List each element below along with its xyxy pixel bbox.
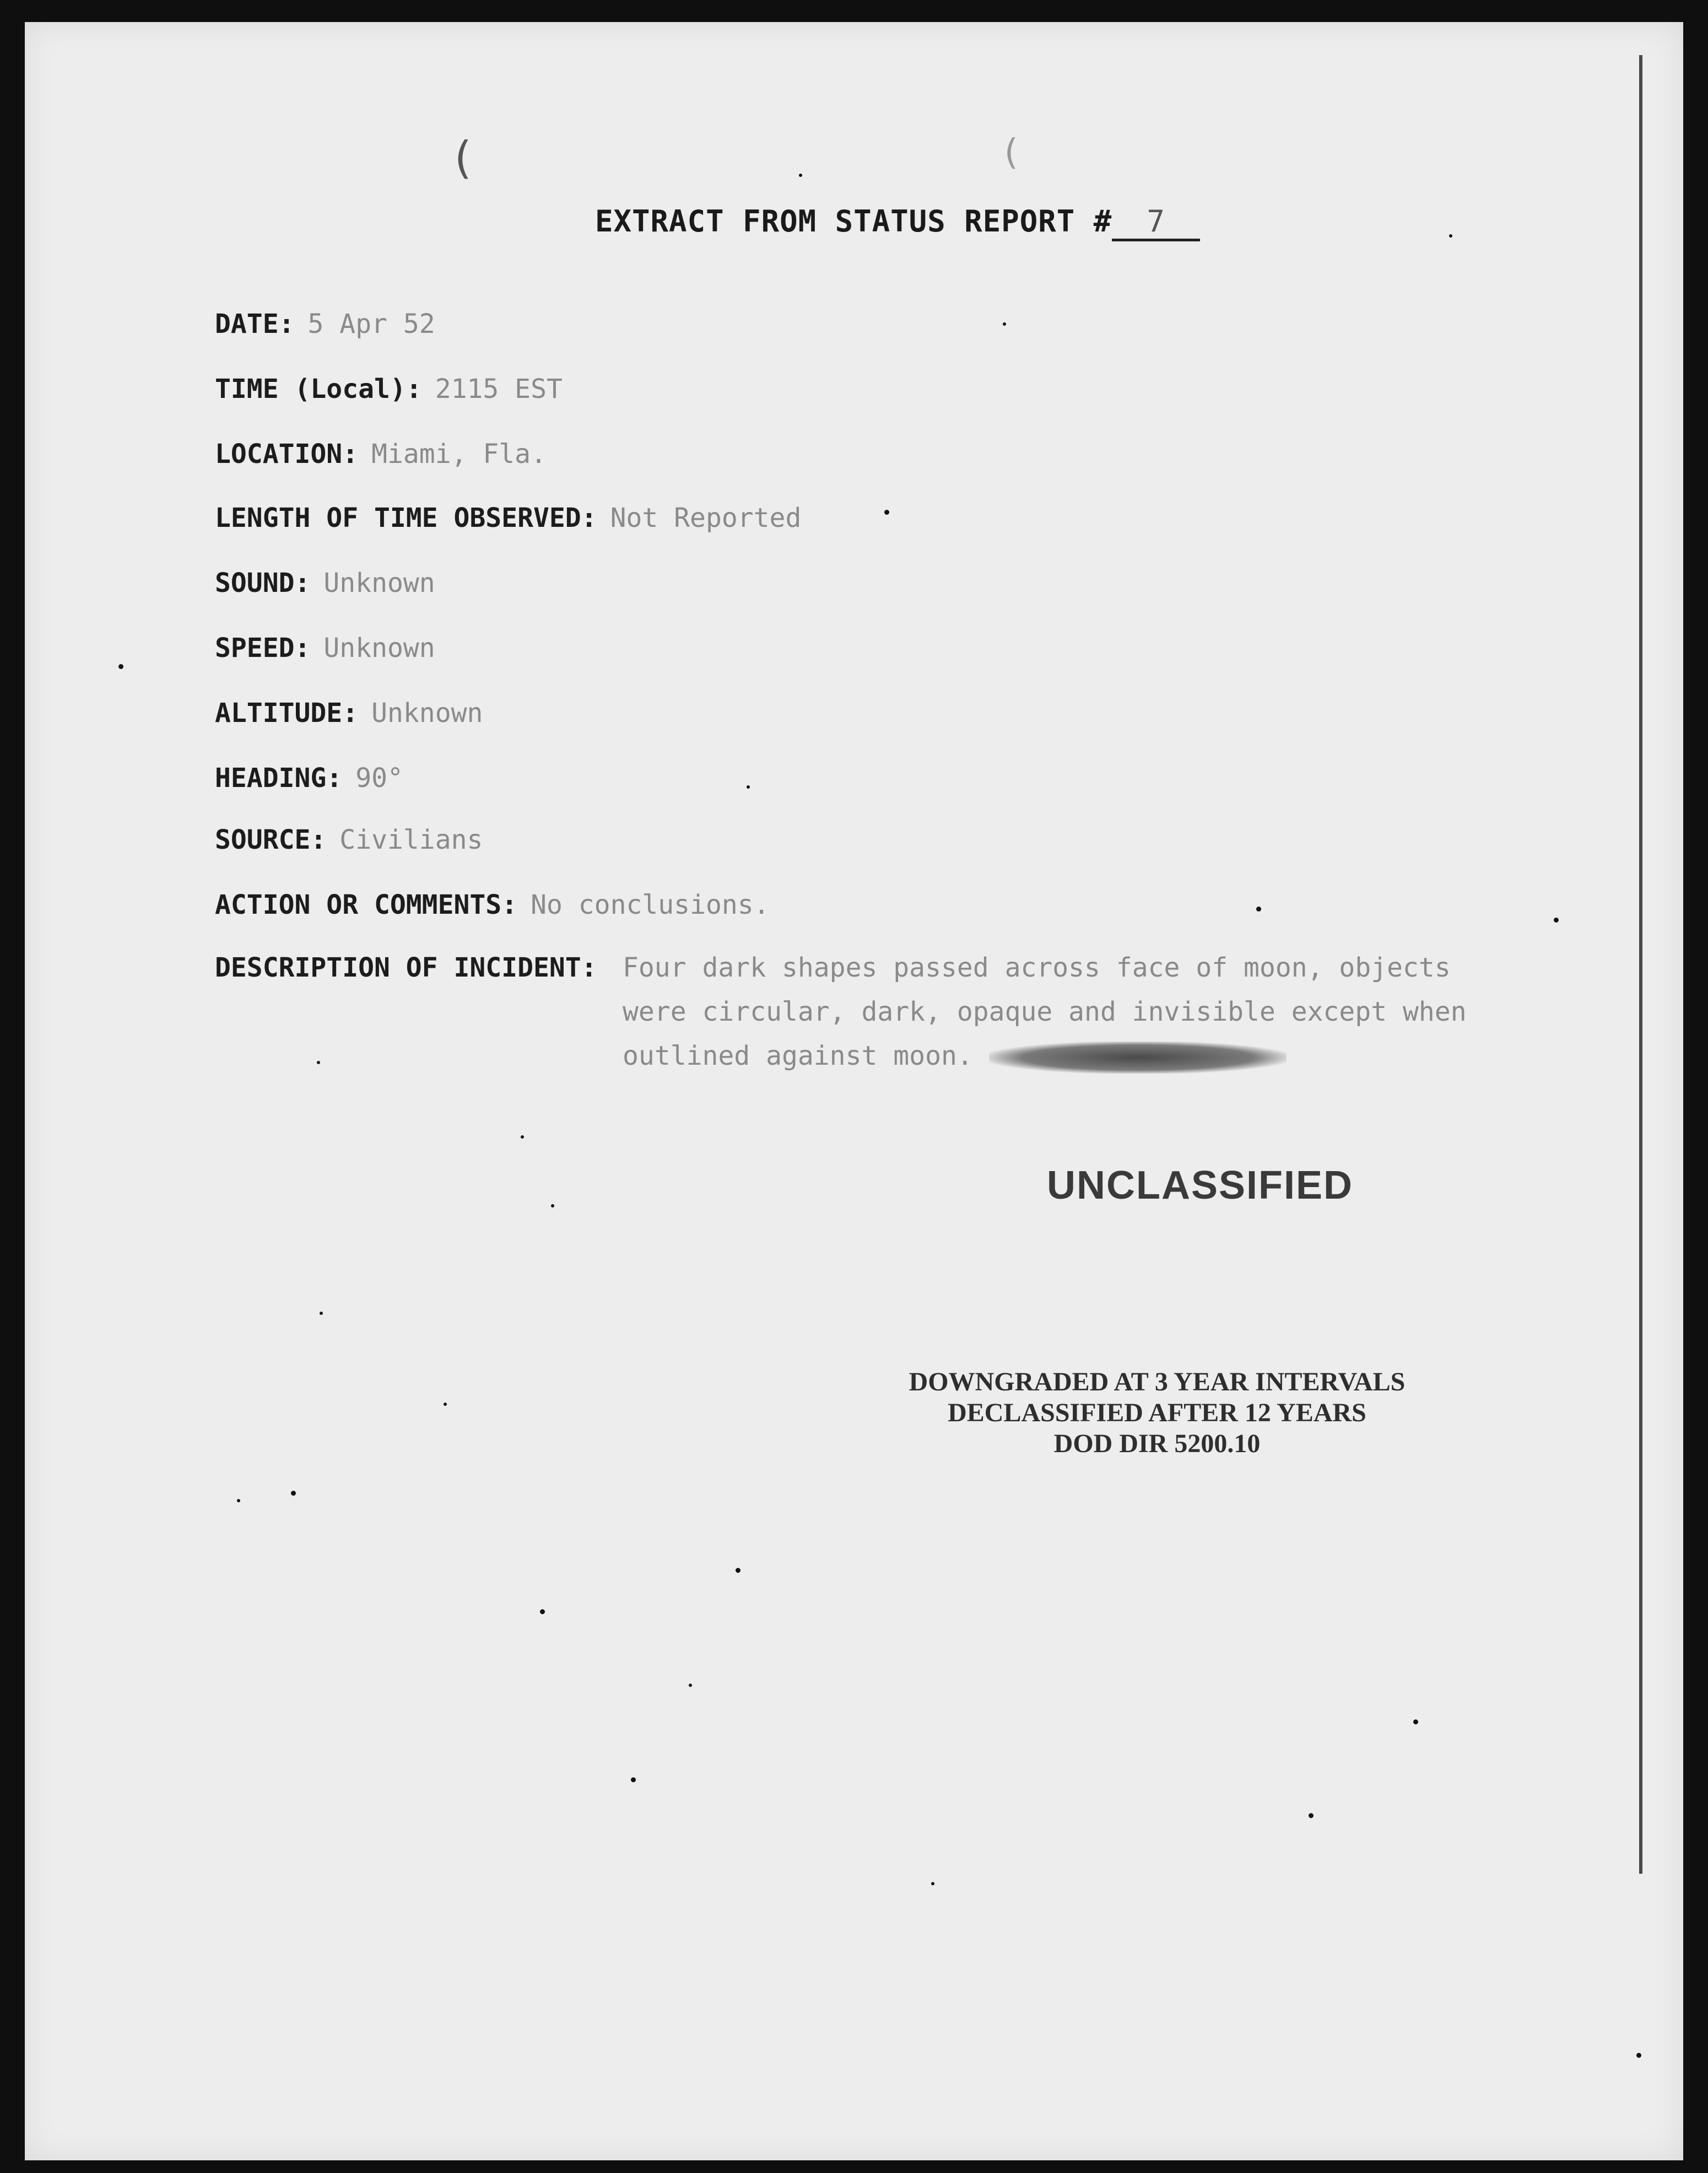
field-value: 90° [355,763,403,794]
punch-mark-right: ( [1000,132,1021,173]
speck [1309,1813,1314,1818]
field-label: ALTITUDE: [215,698,359,729]
field-label: DATE: [215,309,295,339]
speck [736,1568,741,1573]
field-value: Unknown [323,568,435,598]
field-label: SPEED: [215,633,311,664]
field-label: ACTION OR COMMENTS: [215,889,518,920]
field-length-observed [215,503,801,533]
description-label: DESCRIPTION OF INCIDENT: [215,952,597,983]
speck [1413,1719,1418,1724]
speck [1554,918,1559,923]
directive-line: DOD DIR 5200.10 [1053,1429,1261,1458]
speck [1449,234,1452,238]
field-label: LENGTH OF TIME OBSERVED: [215,503,597,533]
document-page [25,22,1683,2160]
report-title-text: EXTRACT FROM STATUS REPORT # [595,204,1112,239]
speck [444,1403,447,1406]
field-source [215,824,483,855]
speck [1003,322,1006,326]
field-label: HEADING: [215,763,343,794]
downgrade-line: DOWNGRADED AT 3 YEAR INTERVALS [909,1367,1406,1396]
field-label: TIME (Local): [215,374,422,405]
field-value: 2115 EST [435,374,563,405]
speck [540,1609,545,1614]
speck [118,664,123,669]
field-value: Miami, Fla. [371,439,547,470]
speck [320,1312,323,1315]
field-value: 5 Apr 52 [307,309,435,339]
speck [237,1499,240,1502]
speck [884,510,889,515]
speck [689,1684,692,1687]
speck [1636,2053,1641,2058]
speck [551,1204,554,1207]
field-value: Civilians [339,824,483,855]
speck [1256,907,1261,912]
speck [291,1491,296,1496]
field-value: Unknown [371,698,483,729]
field-date [215,309,435,339]
field-heading [215,763,403,794]
field-time [215,374,563,405]
field-speed [215,633,435,664]
speck [799,174,802,177]
speck [747,785,750,789]
description-text-block [623,946,1526,1078]
speck [1163,11,1168,16]
report-title [595,204,1200,241]
redaction-smudge [989,1042,1287,1074]
description-text: Four dark shapes passed across face of moon, objects were circular, dark, opaque and invisible except when outlined against moon. [623,952,1467,1071]
speck [521,1135,524,1139]
speck [317,1061,320,1064]
field-value: Not Reported [610,503,802,533]
field-label: SOUND: [215,568,311,598]
field-value: No conclusions. [531,889,770,920]
page-edge [1639,55,1642,1874]
downgrade-stamp [854,1367,1460,1459]
report-number: 7 [1112,204,1200,241]
speck [631,1777,636,1782]
field-location [215,439,547,470]
classification-stamp: UNCLASSIFIED [1047,1163,1354,1207]
speck [931,1882,934,1885]
field-altitude [215,698,483,729]
field-label: SOURCE: [215,824,327,855]
field-sound [215,568,435,598]
field-action-comments [215,889,770,920]
field-label: LOCATION: [215,439,359,470]
declassify-line: DECLASSIFIED AFTER 12 YEARS [948,1398,1366,1427]
field-value: Unknown [323,633,435,664]
punch-mark-left: ( [449,132,476,184]
